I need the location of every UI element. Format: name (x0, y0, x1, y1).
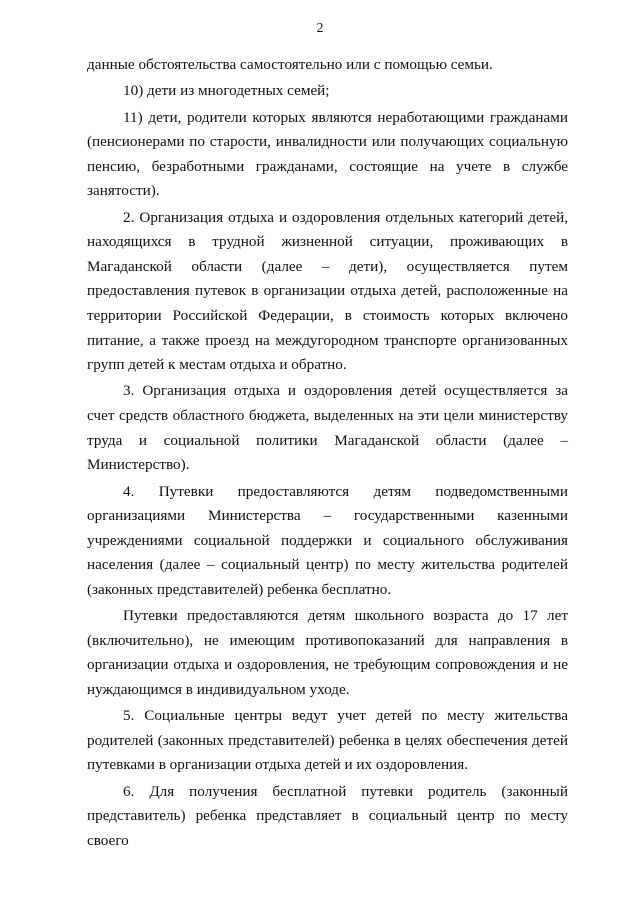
list-item-11: 11) дети, родители которых являются неработающими гражданами (пенсионерами по старости, инвалидности или получающих социальную пенсию, безработными гражданами, состоящие на учете в службе занятости). (87, 108, 568, 200)
clause-6: 6. Для получения бесплатной путевки родитель (законный представитель) ребенка представляет в социальный центр по месту своего (87, 782, 568, 849)
clause-5: 5. Социальные центры ведут учет детей по месту жительства родителей (законных представителей) ребенка в целях обеспечения детей путевками в организации отдыха детей и их оздоровления. (87, 707, 568, 774)
document-body (87, 53, 568, 855)
clause-4: 4. Путевки предоставляются детям подведомственными организациями Министерства – государственными казенными учреждениями социальной поддержки и социального обслуживания населения (далее – социальный центр) по месту жительства родителей (законных представителей) ребенка бесплатно. (87, 482, 568, 598)
list-item-10: 10) дети из многодетных семей; (123, 82, 330, 100)
clause-4-paragraph-2: Путевки предоставляются детям школьного возраста до 17 лет (включительно), не имеющим противопоказаний для направления в организации отдыха и оздоровления, не требующим сопровождения и не нуждающимся в индивидуальном уходе. (87, 607, 568, 698)
clause-2: 2. Организация отдыха и оздоровления отдельных категорий детей, находящихся в трудной жизненной ситуации, проживающих в Магаданской области (далее – дети), осуществляется путем предоставления путевок в организации отдыха детей, расположенные на территории Российской Федерации, в стоимость которых включено питание, а также проезд на междугородном транспорте организованных групп детей к местам отдыха и обратно. (87, 208, 568, 374)
page-number: 2 (316, 21, 324, 36)
paragraph-continuation: данные обстоятельства самостоятельно или с помощью семьи. (87, 56, 493, 73)
clause-3: 3. Организация отдыха и оздоровления детей осуществляется за счет средств областного бюджета, выделенных на эти цели министерству труда и социальной политики Магаданской области (далее – Министерство). (87, 382, 568, 474)
